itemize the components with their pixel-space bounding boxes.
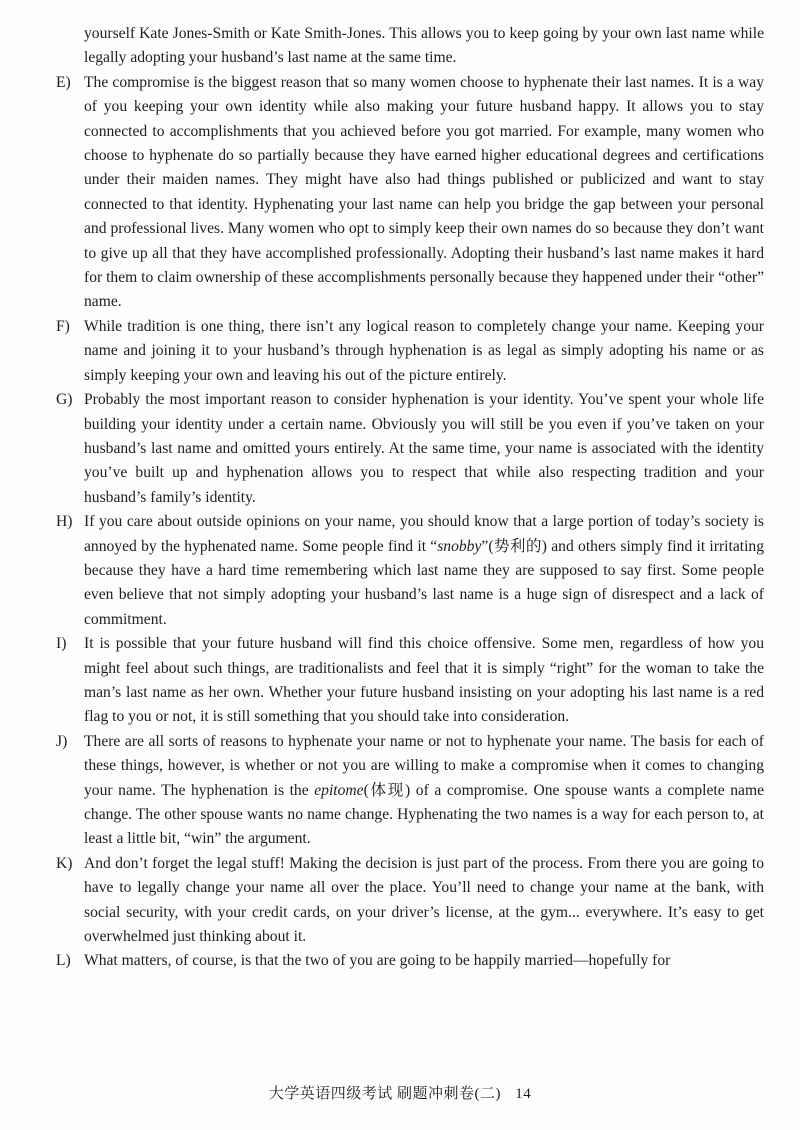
paragraph-g	[56, 388, 764, 510]
paragraph-letter: J)	[56, 732, 68, 750]
paragraph-body-end: ”(势利的) and others simply find it irritating because they have a hard time remembering which last name they are supposed to say first. Some people even believe that not simply adopting your husband’s last name is a huge sign of disrespect and a lack of commitment.	[84, 537, 764, 628]
page-number: 14	[515, 1086, 532, 1102]
paragraph-body: While tradition is one thing, there isn’t any logical reason to completely change your name. Keeping your name and joining it to your husband’s through hyphenation is as legal as simply adopting his name or as simply keeping your own and leaving his out of the picture entirely.	[84, 317, 764, 384]
intro-continuation: yourself Kate Jones-Smith or Kate Smith-Jones. This allows you to keep going by your own last name while legally adopting your husband’s last name at the same time.	[84, 25, 764, 67]
paragraph-body: The compromise is the biggest reason that so many women choose to hyphenate their last names. It is a way of you keeping your own identity while also making your future husband happy. It allows you to stay connected to accomplishments that you achieved before you got married. For example, many women who choose to hyphenate do so partially because they have earned higher educational degrees and certifications under their maiden names. They might have also had things published or publicized and want to stay connected to that identity. Hyphenating your last name can help you bridge the gap between your personal and professional lives. Many women who opt to simply keep their own names do so because they don’t want to give up all that they have accomplished professionally. Adopting their husband’s last name makes it hard for them to claim ownership of these accomplishments personally because they happened under their “other” name.	[84, 73, 764, 311]
paragraph-body-start: If you care about outside opinions on your name, you should know that a large portion of today’s society is annoyed by the hyphenated name. Some people find it “	[84, 513, 764, 555]
paragraph-body-start: There are all sorts of reasons to hyphenate your name or not to hyphenate your name. The basis for each of these things, however, is whether or not you are willing to make a compromise when it comes to changing your name. The hyphenation is the	[84, 732, 764, 799]
paragraph-body	[84, 513, 764, 628]
glossed-word: epitome	[314, 781, 364, 799]
paragraph-letter: K)	[56, 854, 73, 872]
paragraph-e	[56, 71, 764, 315]
paragraph-body: It is possible that your future husband will find this choice offensive. Some men, regardless of how you might feel about such things, are traditionalists and feel that it is simply “right” for the woman to take the man’s last name as her own. Whether your future husband insisting on your adopting his last name is a red flag to you or not, it is still something that you should take into consideration.	[84, 635, 764, 726]
paragraph-body-end: (体现) of a compromise. One spouse wants a complete name change. The other spouse wants no name change. Hyphenating the two names is a way for each person to, at least a little bit, “win” the argument.	[84, 781, 764, 848]
paragraph-letter: L)	[56, 952, 71, 970]
paragraph-f	[56, 315, 764, 388]
paragraph-letter: H)	[56, 513, 73, 531]
paragraph-h	[56, 510, 764, 632]
paragraph-body	[84, 733, 764, 848]
paragraph-k	[56, 852, 764, 950]
passage-text	[56, 22, 764, 974]
paragraph-letter: F)	[56, 317, 70, 335]
paragraph-letter: E)	[56, 73, 71, 91]
paragraph-letter: I)	[56, 635, 67, 653]
paragraph-i	[56, 632, 764, 730]
page-footer	[0, 1082, 800, 1103]
paragraph-j	[56, 730, 764, 852]
paragraph-body: What matters, of course, is that the two of you are going to be happily married—hopefully for	[84, 952, 671, 970]
paragraph-body: Probably the most important reason to consider hyphenation is your identity. You’ve spent your whole life building your identity under a certain name. Obviously you will still be you even if you’ve taken on your husband’s last name and omitted yours entirely. At the same time, your name is associated with the identity you’ve built up and hyphenation allows you to respect that while also respecting tradition and your husband’s family’s identity.	[84, 391, 764, 506]
paragraph-letter: G)	[56, 391, 73, 409]
footer-title: 大学英语四级考试 刷题冲刺卷(二)	[268, 1086, 501, 1102]
glossed-word: snobby	[437, 537, 482, 555]
paragraph-body: And don’t forget the legal stuff! Making the decision is just part of the process. From there you are going to have to legally change your name all over the place. You’ll need to change your name at the bank, with social security, with your credit cards, on your driver’s license, at the gym... everywhere. It’s easy to get overwhelmed just thinking about it.	[84, 854, 764, 946]
paragraph-l	[56, 949, 764, 973]
